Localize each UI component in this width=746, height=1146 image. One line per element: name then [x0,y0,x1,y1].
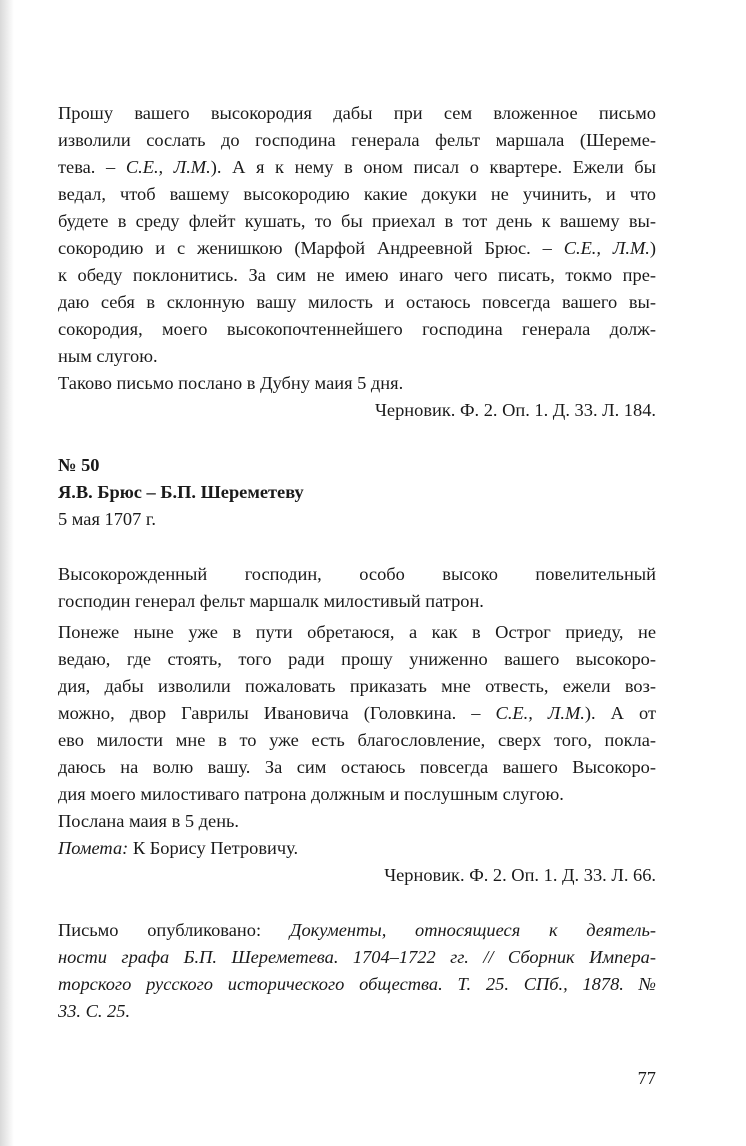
text-line: Понеже ныне уже в пути обретаюся, а как в Острог приеду, не [58,622,656,642]
text-line: дия, дабы изволили пожаловать приказать мне отвесть, ежели воз- [58,676,656,696]
text-line: Прошу вашего высокородия дабы при сем вложенное письмо [58,103,656,123]
text-line: тева. – С.Е., Л.М.). А я к нему в оном писал о квартере. Ежели бы [58,157,656,177]
text-line: изволили сослать до господина генерала фельт маршала (Шереме- [58,130,656,150]
text-line: можно, двор Гаврилы Ивановича (Головкина. – С.Е., Л.М.). А от [58,703,656,723]
letter-49-continuation [58,100,656,424]
letter-50-body [58,561,656,889]
text-line: к обеду поклонитись. За сим не имею инаго чего писать, токмо пре- [58,265,656,285]
letter-date: 5 мая 1707 г. [58,509,156,529]
letter-title: Я.В. Брюс – Б.П. Шереметеву [58,482,304,502]
text-line: ным слугою. [58,346,158,366]
text-line: будете в среду флейт кушать, то бы приехал в тот день к вашему вы- [58,211,656,231]
text-line: дия моего милостиваго патрона должным и послушным слугою. [58,784,564,804]
text-line: сокородию и с женишкою (Марфой Андреевной Брюс. – С.Е., Л.М.) [58,238,656,258]
text-line: ведаю, где стоять, того ради прошу униженно вашего высокоро- [58,649,656,669]
text-line: Высокорожденный господин, особо высоко повелительный [58,564,656,584]
mark-text: К Борису Петровичу. [128,838,299,858]
text-line: даю себя в склонную вашу милость и остаюсь повсегда вашего вы- [58,292,656,312]
document-page [58,100,656,1025]
sent-note: Таково письмо послано в Дубну маия 5 дня. [58,373,404,393]
text-line: 33. С. 25. [58,1001,131,1021]
text-line: торского русского исторического общества. Т. 25. СПб., 1878. № [58,974,656,994]
publication-note [58,917,656,1025]
letter-number: № 50 [58,455,100,475]
archive-reference: Черновик. Ф. 2. Оп. 1. Д. 33. Л. 66. [384,865,656,885]
text-line [58,917,656,944]
text-line: ведал, чтоб вашему высокородию какие докуки не учинить, и что [58,184,656,204]
archive-reference: Черновик. Ф. 2. Оп. 1. Д. 33. Л. 184. [374,400,656,420]
publication-prefix: Письмо опубликовано: [58,920,290,940]
text-line: ности графа Б.П. Шереметева. 1704–1722 гг. // Сборник Импера- [58,947,656,967]
sent-note: Послана маия в 5 день. [58,811,240,831]
mark-label: Помета: [58,838,129,858]
publication-title: Документы, относящиеся к деятель- [289,920,656,940]
page-number: 77 [637,1068,656,1088]
text-line: даюсь на волю вашу. За сим остаюсь повсегда вашего Высокоро- [58,757,656,777]
text-line: сокородия, моего высокопочтеннейшего господина генерала долж- [58,319,656,339]
mark-note [58,835,656,862]
text-line: господин генерал фельт маршалк милостивый патрон. [58,591,484,611]
page-edge-shadow [0,0,14,1146]
text-line: ево милости мне в то уже есть благословление, сверх того, покла- [58,730,656,750]
